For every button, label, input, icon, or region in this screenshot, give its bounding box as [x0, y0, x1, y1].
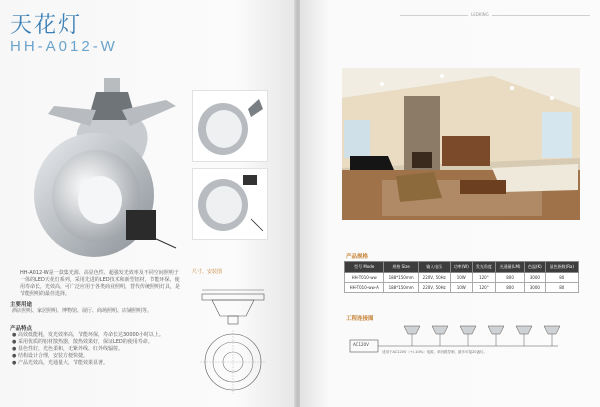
spec-cell: 80: [545, 283, 578, 293]
product-photo-1: [192, 90, 268, 162]
table-row: [345, 273, 579, 283]
feature-item: ● 结构设计合理，安装方便快捷。: [12, 353, 88, 359]
lamp-main-image: [26, 70, 186, 260]
spec-cell: HH-T010-ww-A: [345, 283, 384, 293]
spec-col-header: 功率(W): [450, 262, 472, 273]
spec-cell: 800: [496, 283, 525, 293]
dimension-tag: 尺寸、安装图: [192, 269, 223, 275]
spec-cell: 800: [496, 273, 525, 283]
spec-cell: 120°: [472, 283, 495, 293]
spec-cell: 3000: [525, 283, 545, 293]
dimension-diagram: [192, 272, 282, 402]
features-list: [12, 332, 180, 367]
feature-item: ● 采用优质的铝材散热器，散热效果好，保证LED的使用寿命。: [12, 339, 153, 345]
spec-title: 产品规格: [346, 254, 369, 260]
spec-cell: 80: [545, 273, 578, 283]
spec-col-header: 规格 Size: [384, 262, 418, 273]
spec-col-header: 发光角度: [472, 262, 495, 273]
spec-cell: 10W: [450, 273, 472, 283]
wiring-diagram: [348, 322, 578, 358]
table-row: [345, 283, 579, 293]
wiring-source-label: AC120V: [353, 342, 369, 347]
left-page: [0, 0, 296, 407]
product-title: 天花灯: [10, 13, 83, 38]
interior-photo: [342, 68, 580, 220]
spec-cell: 188*150mm: [384, 283, 418, 293]
feature-item: ● 产品光效高，光通量大，节能效果显著。: [12, 360, 108, 366]
feature-item: ● 显色性好，光色柔和，无紫外线、红外线辐射。: [12, 346, 123, 352]
spec-cell: 188*150mm: [384, 273, 418, 283]
product-model: HH-A012-W: [10, 38, 118, 55]
wiring-title: 工程连接图: [346, 316, 374, 322]
spec-col-header: 显色指数(Ra): [545, 262, 578, 273]
spec-cell: 220V, 50Hz: [418, 273, 450, 283]
header-brand: LEDKING: [468, 12, 492, 17]
product-photo-2: [192, 168, 268, 240]
spec-cell: 220V, 50Hz: [418, 283, 450, 293]
spec-table: [344, 261, 579, 293]
spec-cell: 120°: [472, 273, 495, 283]
wiring-note: 适用于AC120V（+/-10%）电源，单回路控制，最多可接20盏灯。: [382, 350, 487, 354]
spec-col-header: 输入电压: [418, 262, 450, 273]
spec-cell: HH-T010-ww: [345, 273, 384, 283]
spec-header-row: [345, 262, 579, 273]
spec-col-header: 型号 Mode: [345, 262, 384, 273]
features-heading: 产品特点: [10, 326, 33, 332]
usage-text: 酒店照明、家居照明、博物馆、展厅、商场照明、店铺照明等。: [12, 308, 153, 314]
spec-col-header: 色温(K): [525, 262, 545, 273]
usage-heading: 主要用途: [10, 302, 33, 308]
product-description: HH-A012-W是一款集光源、高显色性、超强发光效率及不同空间照明于一体的LED天花灯系列，采用先进的LED技术和新型铝材，节能环保，使用寿命长，光效高，可广泛应用于各类商业照明，替代传统照明灯具，是节能照明的最佳选择。: [20, 270, 181, 297]
header-rule: [400, 15, 590, 16]
spec-cell: 10W: [450, 283, 472, 293]
spec-cell: 3000: [525, 273, 545, 283]
feature-item: ● 高效低能耗，发光效率高，节能环保，寿命长达30000小时以上。: [12, 332, 164, 338]
spec-col-header: 光通量(LM): [496, 262, 525, 273]
